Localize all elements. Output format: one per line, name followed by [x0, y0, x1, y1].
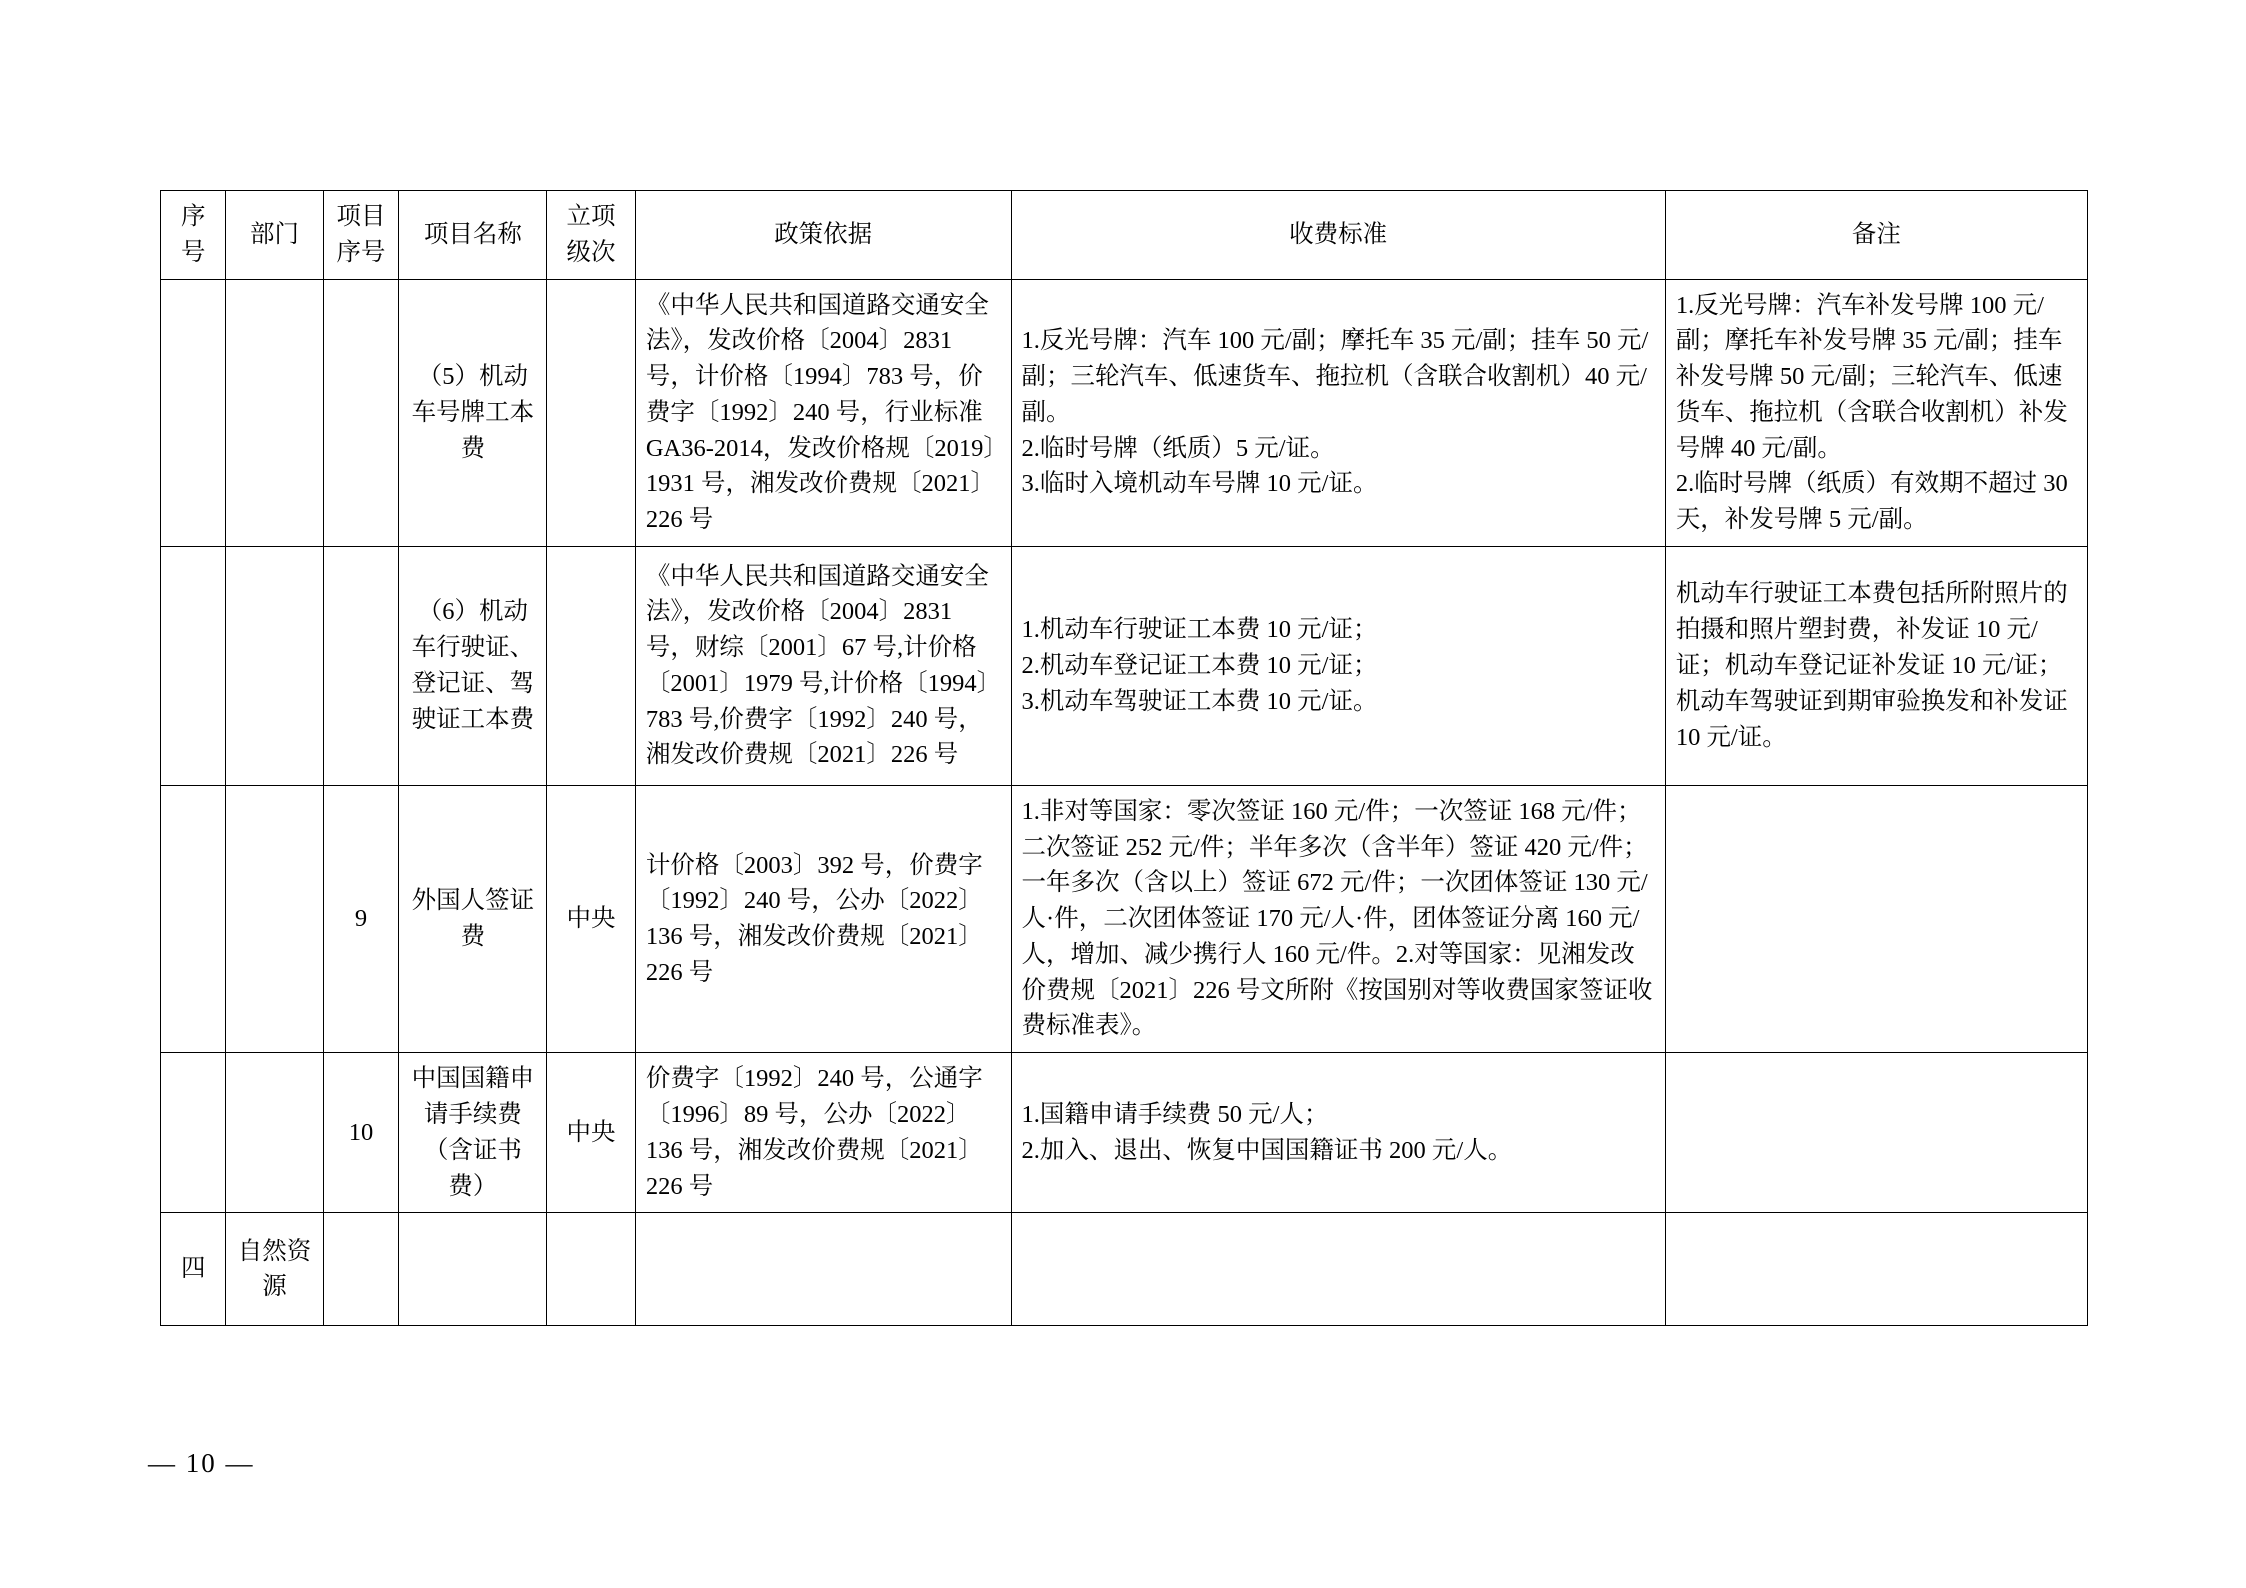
- cell-dept: 自然资源: [226, 1213, 323, 1326]
- column-header-standard: 收费标准: [1011, 191, 1665, 280]
- cell-policy: 《中华人民共和国道路交通安全法》，发改价格〔2004〕2831 号，财综〔2001〕67 号,计价格〔2001〕1979 号,计价格〔1994〕783 号,价费字〔1992〕240 号，湘发改价费规〔2021〕226 号: [635, 546, 1011, 785]
- table-row: [161, 279, 2088, 546]
- cell-item-name: 中国国籍申请手续费（含证书费）: [399, 1053, 547, 1213]
- cell-policy: 《中华人民共和国道路交通安全法》，发改价格〔2004〕2831 号，计价格〔1994〕783 号，价费字〔1992〕240 号，行业标准 GA36-2014，发改价格规〔2019〕1931 号，湘发改价费规〔2021〕226 号: [635, 279, 1011, 546]
- cell-remark: [1665, 785, 2087, 1052]
- table-row: [161, 546, 2088, 785]
- cell-dept: [226, 279, 323, 546]
- cell-standard: 1.反光号牌：汽车 100 元/副；摩托车 35 元/副；挂车 50 元/副；三轮汽车、低速货车、拖拉机（含联合收割机）40 元/副。 2.临时号牌（纸质）5 元/证。 3.临时入境机动车号牌 10 元/证。: [1011, 279, 1665, 546]
- cell-standard: 1.国籍申请手续费 50 元/人； 2.加入、退出、恢复中国国籍证书 200 元/人。: [1011, 1053, 1665, 1213]
- cell-item-name: 外国人签证费: [399, 785, 547, 1052]
- cell-seq: [161, 279, 226, 546]
- table-row: [161, 785, 2088, 1052]
- column-header-level: 立项级次: [547, 191, 636, 280]
- column-header-item-name: 项目名称: [399, 191, 547, 280]
- cell-seq: [161, 546, 226, 785]
- cell-dept: [226, 785, 323, 1052]
- cell-seq: [161, 785, 226, 1052]
- cell-remark: 1.反光号牌：汽车补发号牌 100 元/副；摩托车补发号牌 35 元/副；挂车补发号牌 50 元/副；三轮汽车、低速货车、拖拉机（含联合收割机）补发号牌 40 元/副。 2.临时号牌（纸质）有效期不超过 30 天，补发号牌 5 元/副。: [1665, 279, 2087, 546]
- cell-level: [547, 546, 636, 785]
- cell-level: 中央: [547, 1053, 636, 1213]
- cell-standard: 1.非对等国家：零次签证 160 元/件；一次签证 168 元/件；二次签证 252 元/件；半年多次（含半年）签证 420 元/件；一年多次（含以上）签证 672 元/件；一次团体签证 130 元/人·件，二次团体签证 170 元/人·件，团体签证分离 160 元/人，增加、减少携行人 160 元/件。2.对等国家：见湘发改价费规〔2021〕226 号文所附《按国别对等收费国家签证收费标准表》。: [1011, 785, 1665, 1052]
- cell-standard: 1.机动车行驶证工本费 10 元/证； 2.机动车登记证工本费 10 元/证； 3.机动车驾驶证工本费 10 元/证。: [1011, 546, 1665, 785]
- cell-item-no: [323, 546, 399, 785]
- cell-remark: 机动车行驶证工本费包括所附照片的拍摄和照片塑封费，补发证 10 元/证；机动车登记证补发证 10 元/证；机动车驾驶证到期审验换发和补发证 10 元/证。: [1665, 546, 2087, 785]
- cell-remark: [1665, 1213, 2087, 1326]
- column-header-policy: 政策依据: [635, 191, 1011, 280]
- cell-policy: [635, 1213, 1011, 1326]
- cell-policy: 计价格〔2003〕392 号，价费字〔1992〕240 号，公办〔2022〕136 号，湘发改价费规〔2021〕226 号: [635, 785, 1011, 1052]
- cell-item-no: 9: [323, 785, 399, 1052]
- cell-seq: [161, 1053, 226, 1213]
- cell-item-no: [323, 279, 399, 546]
- cell-level: [547, 279, 636, 546]
- cell-item-name: （6）机动车行驶证、登记证、驾驶证工本费: [399, 546, 547, 785]
- fee-standards-table: [160, 190, 2088, 1326]
- column-header-dept: 部门: [226, 191, 323, 280]
- cell-policy: 价费字〔1992〕240 号，公通字〔1996〕89 号，公办〔2022〕136 号，湘发改价费规〔2021〕226 号: [635, 1053, 1011, 1213]
- cell-level: [547, 1213, 636, 1326]
- page-number: — 10 —: [148, 1448, 255, 1478]
- table-header-row: [161, 191, 2088, 280]
- cell-standard: [1011, 1213, 1665, 1326]
- cell-item-no: [323, 1213, 399, 1326]
- column-header-seq: 序号: [161, 191, 226, 280]
- cell-dept: [226, 546, 323, 785]
- column-header-remark: 备注: [1665, 191, 2087, 280]
- cell-dept: [226, 1053, 323, 1213]
- cell-item-no: 10: [323, 1053, 399, 1213]
- table-row: [161, 1053, 2088, 1213]
- cell-level: 中央: [547, 785, 636, 1052]
- cell-item-name: （5）机动车号牌工本费: [399, 279, 547, 546]
- cell-seq: 四: [161, 1213, 226, 1326]
- cell-item-name: [399, 1213, 547, 1326]
- table-row: [161, 1213, 2088, 1326]
- cell-remark: [1665, 1053, 2087, 1213]
- column-header-item-no: 项目序号: [323, 191, 399, 280]
